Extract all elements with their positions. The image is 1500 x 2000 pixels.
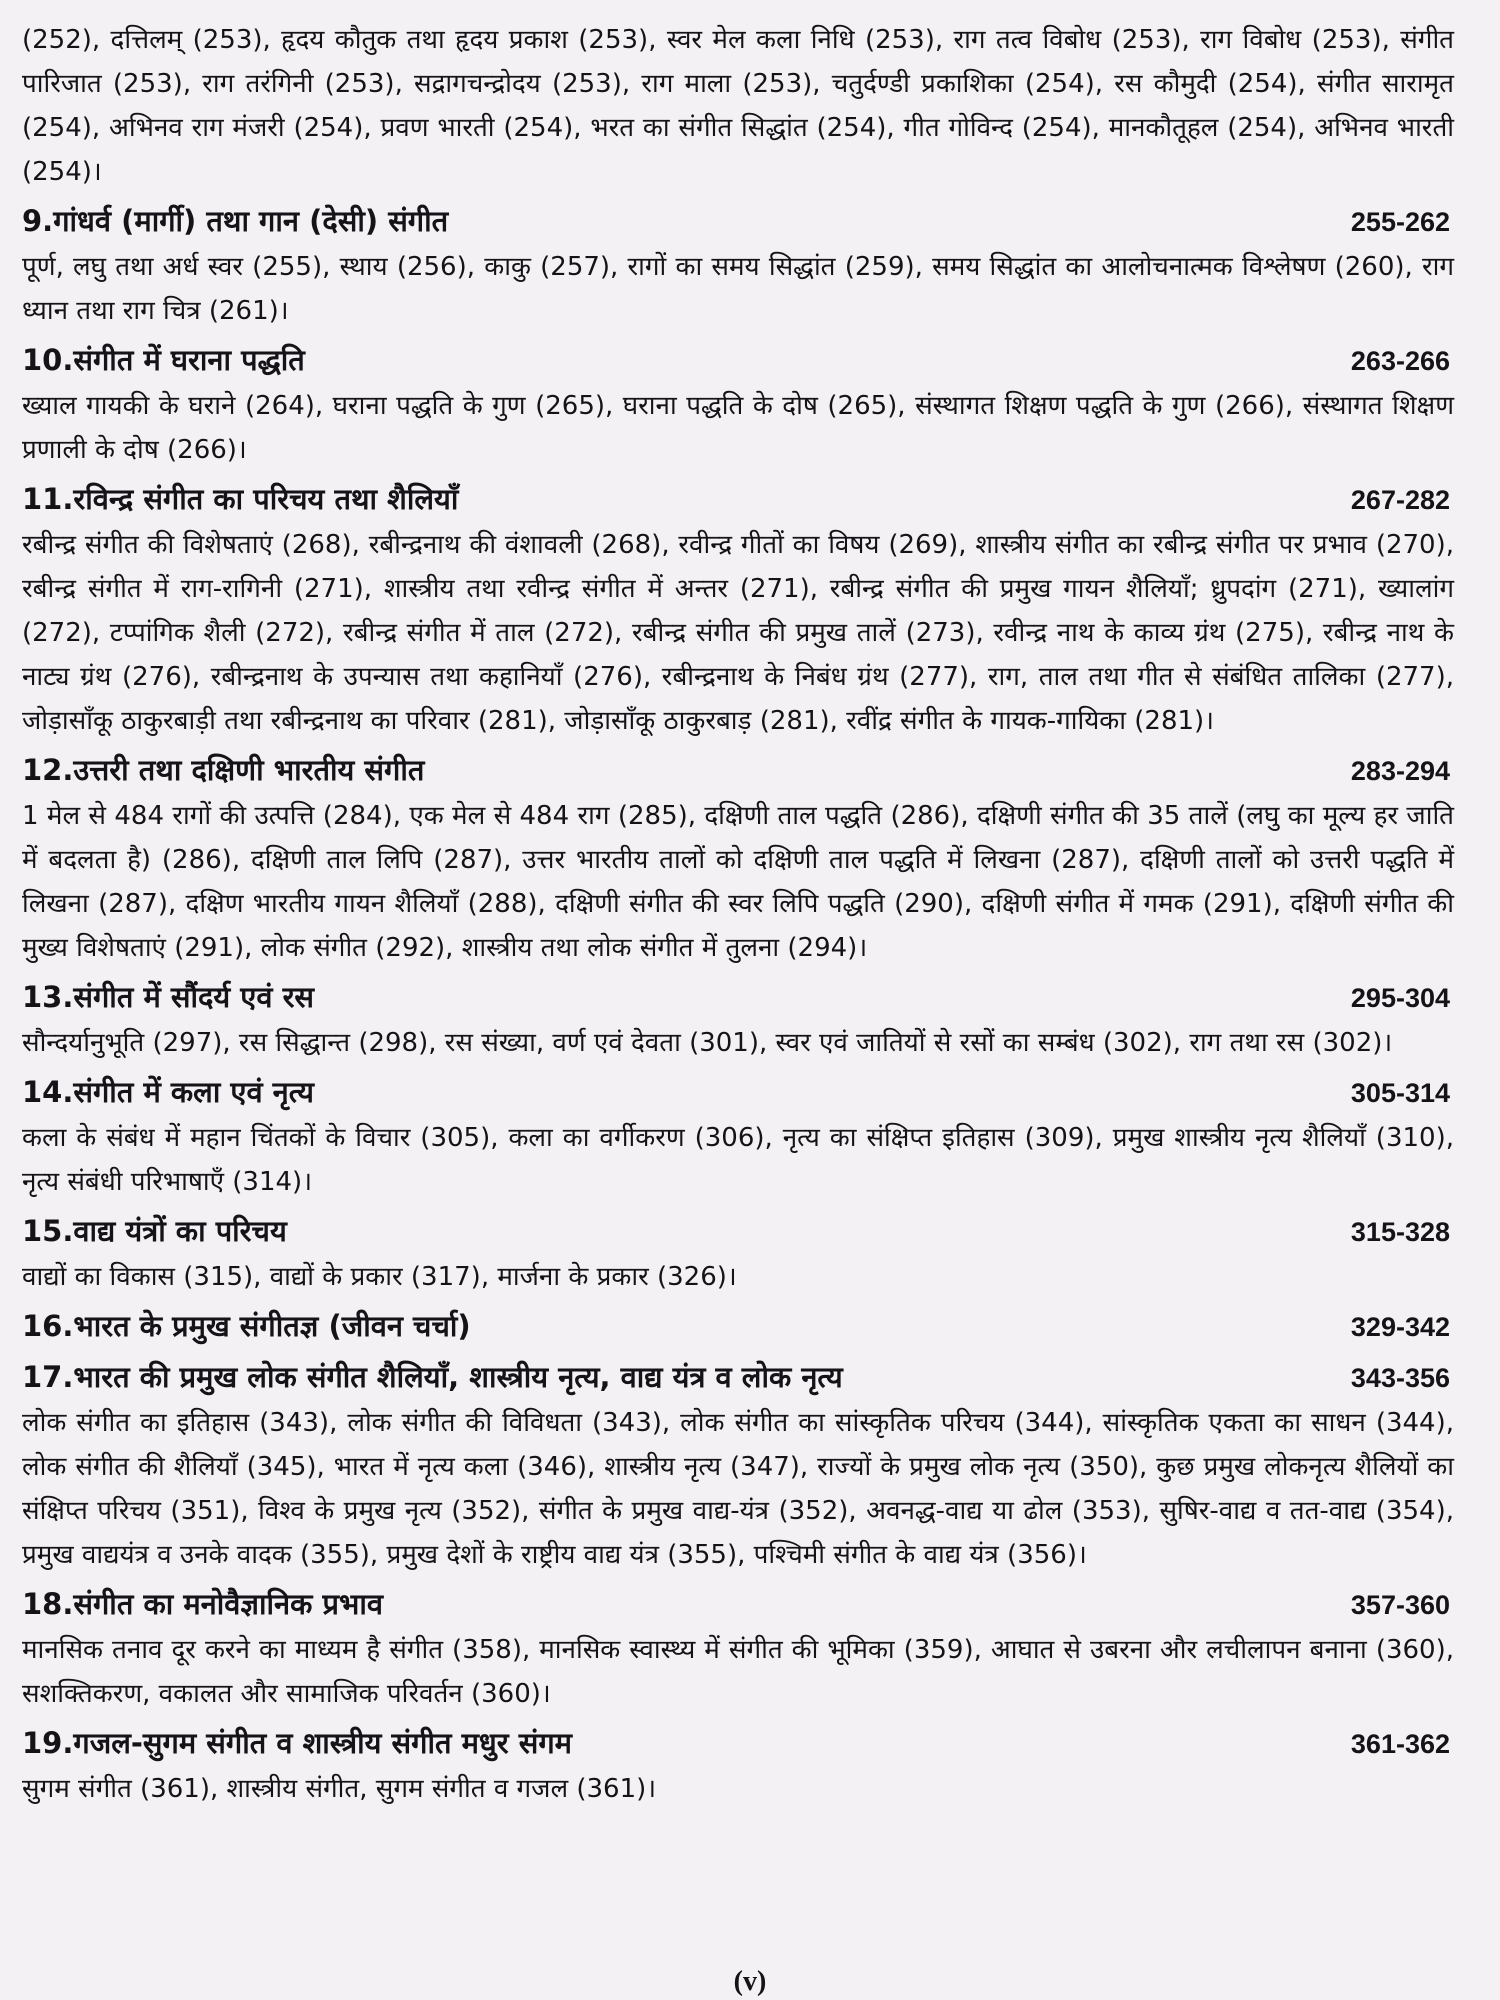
section-number: 9. xyxy=(22,204,54,238)
section-contents: सौन्दर्यानुभूति (297), रस सिद्धान्त (298), रस संख्या, वर्ण एवं देवता (301), स्वर एवं जातियों से रसों का सम्बंध (302), राग तथा रस (302)। xyxy=(22,1028,1393,1058)
section-number: 18. xyxy=(22,1587,74,1621)
section-title: भारत के प्रमुख संगीतज्ञ (जीवन चर्चा) xyxy=(73,1309,471,1343)
section-number: 19. xyxy=(22,1726,74,1760)
section-heading xyxy=(22,337,1454,384)
section-heading-label xyxy=(22,1303,471,1349)
section-page-range: 361-362 xyxy=(1350,1729,1450,1759)
toc-section xyxy=(22,476,1454,743)
section-heading xyxy=(22,1720,1454,1767)
section-heading-label xyxy=(22,476,458,522)
section-title: संगीत में घराना पद्धति xyxy=(73,343,305,377)
toc-section xyxy=(22,1069,1454,1204)
section-page-range: 267-282 xyxy=(1350,485,1450,515)
toc-section xyxy=(22,1303,1454,1350)
toc-section xyxy=(22,198,1454,333)
section-page-range: 305-314 xyxy=(1350,1078,1450,1108)
section-contents: सुगम संगीत (361), शास्त्रीय संगीत, सुगम संगीत व गजल (361)। xyxy=(22,1774,657,1804)
section-page-range: 315-328 xyxy=(1350,1217,1450,1247)
section-title: गांधर्व (मार्गी) तथा गान (देसी) संगीत xyxy=(53,204,449,238)
section-title: संगीत में सौंदर्य एवं रस xyxy=(73,980,315,1014)
section-heading-label xyxy=(22,1069,314,1115)
toc-section xyxy=(22,1720,1454,1811)
section-heading xyxy=(22,747,1454,794)
section-contents: पूर्ण, लघु तथा अर्ध स्वर (255), स्थाय (256), काकु (257), रागों का समय सिद्धांत (259), समय सिद्धांत का आलोचनात्मक विश्लेषण (260), राग ध्यान तथा राग चित्र (261)। xyxy=(22,252,1454,326)
toc-section xyxy=(22,1354,1454,1577)
section-contents: रबीन्द्र संगीत की विशेषताएं (268), रबीन्द्रनाथ की वंशावली (268), रवीन्द्र गीतों का विषय (269), शास्त्रीय संगीत का रबीन्द्र संगीत पर प्रभाव (270), रबीन्द्र संगीत में राग-रागिनी (271), शास्त्रीय तथा रवीन्द्र संगीत में अन्तर (271), रबीन्द्र संगीत की प्रमुख गायन शैलियाँ; ध्रुपदांग (271), ख्यालांग (272), टप्पांगिक शैली (272), रबीन्द्र संगीत में ताल (272), रबीन्द्र संगीत की प्रमुख तालें (273), रवीन्द्र नाथ के काव्य ग्रंथ (275), रबीन्द्र नाथ के नाट्य ग्रंथ (276), रबीन्द्रनाथ के उपन्यास तथा कहानियाँ (276), रबीन्द्रनाथ के निबंध ग्रंथ (277), राग, ताल तथा गीत से संबंधित तालिका (277), जोड़ासाँकू ठाकुरबाड़ी तथा रबीन्द्रनाथ का परिवार (281), जोड़ासाँकू ठाकुरबाड़ (281), रवींद्र संगीत के गायक-गायिका (281)। xyxy=(22,530,1454,736)
section-page-range: 357-360 xyxy=(1350,1590,1450,1620)
toc-section xyxy=(22,1581,1454,1716)
section-title: उत्तरी तथा दक्षिणी भारतीय संगीत xyxy=(73,753,425,787)
section-title: रविन्द्र संगीत का परिचय तथा शैलियाँ xyxy=(73,482,459,516)
section-page-range: 329-342 xyxy=(1350,1312,1450,1342)
section-number: 12. xyxy=(22,753,74,787)
section-number: 16. xyxy=(22,1309,74,1343)
section-heading xyxy=(22,974,1454,1021)
section-heading xyxy=(22,198,1454,245)
page-number: (v) xyxy=(733,1966,767,1997)
section-number: 13. xyxy=(22,980,74,1014)
section-contents: लोक संगीत का इतिहास (343), लोक संगीत की विविधता (343), लोक संगीत का सांस्कृतिक परिचय (344), सांस्कृतिक एकता का साधन (344), लोक संगीत की शैलियाँ (345), भारत में नृत्य कला (346), शास्त्रीय नृत्य (347), राज्यों के प्रमुख लोक नृत्य (350), कुछ प्रमुख लोकनृत्य शैलियों का संक्षिप्त परिचय (351), विश्व के प्रमुख नृत्य (352), संगीत के प्रमुख वाद्य-यंत्र (352), अवनद्ध-वाद्य या ढोल (353), सुषिर-वाद्य व तत-वाद्य (354), प्रमुख वाद्ययंत्र व उनके वादक (355), प्रमुख देशों के राष्ट्रीय वाद्य यंत्र (355), पश्चिमी संगीत के वाद्य यंत्र (356)। xyxy=(22,1408,1454,1570)
section-page-range: 255-262 xyxy=(1350,207,1450,237)
intro-paragraph: (252), दत्तिलम् (253), हृदय कौतुक तथा हृदय प्रकाश (253), स्वर मेल कला निधि (253), राग तत्व विबोध (253), राग विबोध (253), संगीत पारिजात (253), राग तरंगिनी (253), सद्रागचन्द्रोदय (253), राग माला (253), चतुर्दण्डी प्रकाशिका (254), रस कौमुदी (254), संगीत सारामृत (254), अभिनव राग मंजरी (254), प्रवण भारती (254), भरत का संगीत सिद्धांत (254), गीत गोविन्द (254), मानकौतूहल (254), अभिनव भारती (254)। xyxy=(22,25,1454,187)
section-heading-label xyxy=(22,1720,572,1766)
section-heading xyxy=(22,1069,1454,1116)
section-contents: मानसिक तनाव दूर करने का माध्यम है संगीत (358), मानसिक स्वास्थ्य में संगीत की भूमिका (359), आघात से उबरना और लचीलापन बनाना (360), सशक्तिकरण, वकालत और सामाजिक परिवर्तन (360)। xyxy=(22,1635,1454,1709)
section-contents: वाद्यों का विकास (315), वाद्यों के प्रकार (317), मार्जना के प्रकार (326)। xyxy=(22,1262,737,1292)
section-heading-label xyxy=(22,1208,287,1254)
section-page-range: 295-304 xyxy=(1350,983,1450,1013)
section-number: 10. xyxy=(22,343,74,377)
section-title: संगीत में कला एवं नृत्य xyxy=(73,1075,315,1109)
section-title: गजल-सुगम संगीत व शास्त्रीय संगीत मधुर संगम xyxy=(73,1726,572,1760)
toc-section xyxy=(22,337,1454,472)
section-title: भारत की प्रमुख लोक संगीत शैलियाँ, शास्त्रीय नृत्य, वाद्य यंत्र व लोक नृत्य xyxy=(73,1360,843,1394)
section-contents: कला के संबंध में महान चिंतकों के विचार (305), कला का वर्गीकरण (306), नृत्य का संक्षिप्त इतिहास (309), प्रमुख शास्त्रीय नृत्य शैलियाँ (310), नृत्य संबंधी परिभाषाएँ (314)। xyxy=(22,1123,1454,1197)
section-heading xyxy=(22,1208,1454,1255)
section-heading-label xyxy=(22,337,305,383)
section-heading-label xyxy=(22,974,314,1020)
section-heading-label xyxy=(22,1354,843,1400)
toc-section xyxy=(22,1208,1454,1299)
section-heading-label xyxy=(22,1581,383,1627)
section-heading xyxy=(22,1581,1454,1628)
section-number: 14. xyxy=(22,1075,74,1109)
toc-page xyxy=(22,18,1454,1978)
section-number: 11. xyxy=(22,482,74,516)
section-page-range: 343-356 xyxy=(1350,1363,1450,1393)
toc-section xyxy=(22,747,1454,970)
section-title: वाद्य यंत्रों का परिचय xyxy=(73,1214,287,1248)
section-heading xyxy=(22,1354,1454,1401)
section-heading-label xyxy=(22,747,424,793)
section-heading xyxy=(22,476,1454,523)
section-number: 17. xyxy=(22,1360,74,1394)
section-page-range: 263-266 xyxy=(1350,346,1450,376)
section-title: संगीत का मनोवैज्ञानिक प्रभाव xyxy=(73,1587,383,1621)
section-number: 15. xyxy=(22,1214,74,1248)
sections-list xyxy=(22,198,1454,1811)
section-heading xyxy=(22,1303,1454,1350)
section-contents: ख्याल गायकी के घराने (264), घराना पद्धति के गुण (265), घराना पद्धति के दोष (265), संस्थागत शिक्षण पद्धति के गुण (266), संस्थागत शिक्षण प्रणाली के दोष (266)। xyxy=(22,391,1454,465)
section-page-range: 283-294 xyxy=(1350,756,1450,786)
section-contents: 1 मेल से 484 रागों की उत्पत्ति (284), एक मेल से 484 राग (285), दक्षिणी ताल पद्धति (286), दक्षिणी संगीत की 35 तालें (लघु का मूल्य हर जाति में बदलता है) (286), दक्षिणी ताल लिपि (287), उत्तर भारतीय तालों को दक्षिणी ताल पद्धति में लिखना (287), दक्षिणी तालों को उत्तरी पद्धति में लिखना (287), दक्षिण भारतीय गायन शैलियाँ (288), दक्षिणी संगीत की स्वर लिपि पद्धति (290), दक्षिणी संगीत में गमक (291), दक्षिणी संगीत की मुख्य विशेषताएं (291), लोक संगीत (292), शास्त्रीय तथा लोक संगीत में तुलना (294)। xyxy=(22,801,1454,963)
toc-section xyxy=(22,974,1454,1065)
section-heading-label xyxy=(22,198,448,244)
